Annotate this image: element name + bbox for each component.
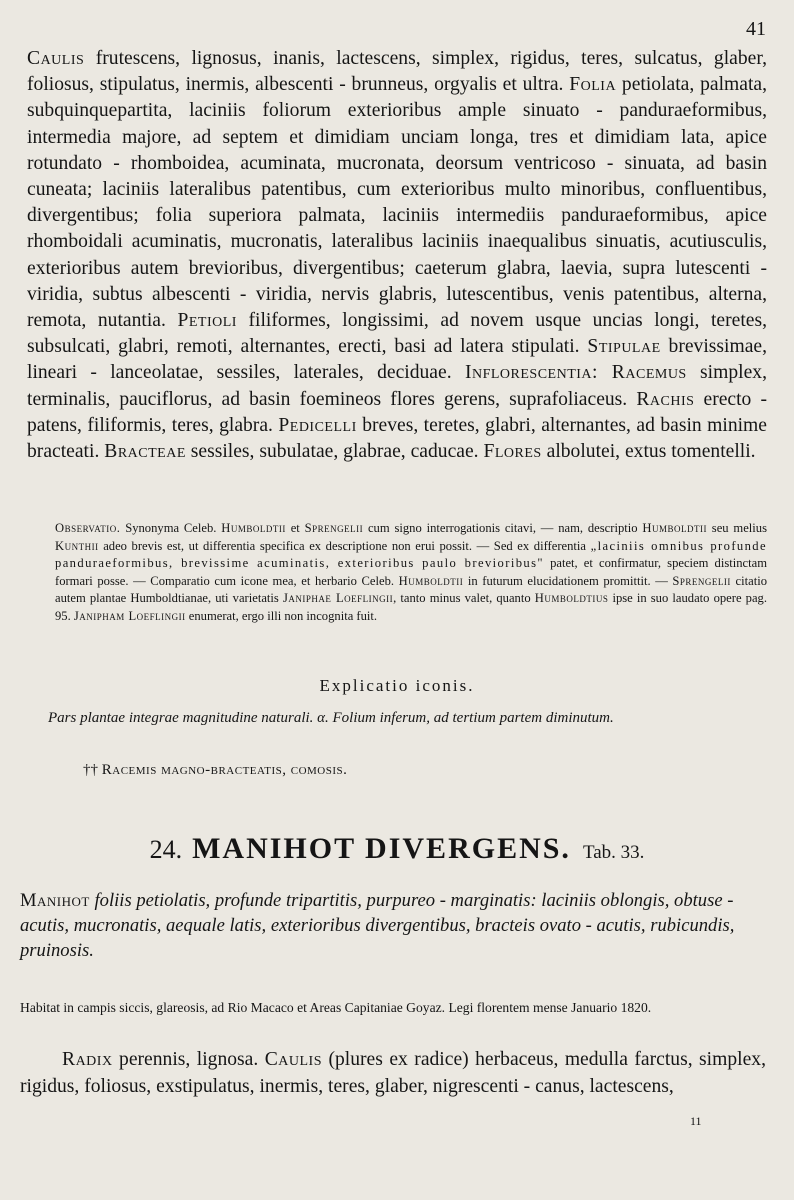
genus-name: Manihot (20, 890, 90, 911)
term-caulis: Caulis (27, 48, 85, 69)
petioli-description: filiformes, longissimi, ad novem usque uncias longi, teretes, subsulcati, glabri, remoti, alternantes, erecti, basi ad latera stipulati. (27, 310, 768, 358)
species-heading (0, 832, 794, 866)
term-caulis: Caulis (264, 1049, 323, 1070)
observatio-text: citatio autem plantae Humboldtianae, uti varietatis (55, 573, 767, 606)
author-name: Humboldtii (221, 521, 286, 535)
observatio-text: cum signo interrogationis citavi, — nam, descriptio (363, 521, 643, 535)
inflorescentia-description: simplex, terminalis, pauciflorus, ad basin foemineos flores gerens, suprafoliaceus. (27, 362, 767, 410)
signature-mark: 11 (690, 1114, 702, 1128)
observatio-quote: „laciniis omnibus profunde panduraeformibus, brevissime acuminatis, exterioribus paulo brevioribus" (55, 538, 767, 571)
stipulae-description: brevissimae, lineari - lanceolatae, sessiles, laterales, deciduae. (27, 336, 768, 384)
species-name: MANIHOT DIVERGENS. (192, 832, 571, 865)
term-pedicelli: Pedicelli (278, 414, 357, 436)
observatio-text: patet, et confirmatur, speciem distinctam formari posse. — Comparatio cum icone mea, et herbario Celeb. (55, 556, 767, 588)
page-number: 41 (746, 18, 766, 40)
observatio-text: in futurum elucidationem promittit. — (463, 573, 673, 588)
author-name: Sprengelii (672, 573, 731, 588)
diagnosis-text: foliis petiolatis, profunde tripartitis, purpureo - marginatis: laciniis oblongis, obtuse - acutis, mucronatis, aequale latis, exterioribus divergentibus, bracteis ovato - acutis, rubicundis, pruinosis. (20, 890, 735, 961)
term-inflorescentia: Inflorescentia: Racemus (464, 362, 687, 384)
rachis-description: erecto - patens, filiformis, teres, glabra. (27, 388, 767, 436)
species-reference: Janipham Loeflingii (73, 608, 186, 623)
term-bracteae: Bracteae (104, 441, 186, 463)
observatio-text: et (285, 521, 305, 535)
term-petioli: Petioli (177, 310, 237, 332)
observatio-label: Observatio. (55, 521, 121, 535)
radix-description: perennis, lignosa. (112, 1049, 265, 1070)
author-name: Kunthii (55, 538, 99, 553)
observatio-text: seu melius (706, 521, 767, 535)
species-number: 24. (149, 835, 183, 864)
author-name: Humboldtii (398, 573, 464, 588)
observatio-text: , tanto minus valet, quanto (393, 591, 535, 606)
author-name: Humboldtii (642, 521, 707, 535)
species-reference: Janiphae Loeflingii (282, 591, 394, 606)
term-rachis: Rachis (636, 388, 695, 410)
habitat-text: Habitat in campis siccis, glareosis, ad Rio Macaco et Areas Capitaniae Goyaz. Legi florentem mense Januario 1820. (20, 1000, 652, 1015)
author-name: Humboldtius (534, 591, 609, 606)
observatio-note (55, 520, 767, 626)
bracteae-description: sessiles, subulatae, glabrae, caducae. (185, 441, 484, 463)
term-flores: Flores (483, 441, 542, 463)
author-name: Sprengelii (304, 521, 364, 535)
plate-reference: Tab. 33. (582, 842, 645, 863)
pedicelli-description: breves, teretes, glabri, alternantes, ad basin minime bracteati. (27, 414, 767, 463)
caulis-description: (plures ex radice) herbaceus, medulla farctus, simplex, rigidus, foliosus, exstipulatus, inermis, teres, glaber, nigrescenti - canus, lactescens, (20, 1049, 766, 1097)
term-folia: Folia (569, 74, 617, 96)
double-dagger-mark: †† (83, 762, 98, 778)
flores-description: albolutei, extus tomentelli. (541, 441, 756, 463)
observatio-text: adeo brevis est, ut differentia specifica ex descriptione non erui possit. — Sed ex differentia (98, 538, 591, 553)
explicatio-heading: Explicatio iconis. (319, 676, 475, 695)
observatio-text: enumerat, ergo illi non incognita fuit. (185, 608, 378, 623)
explicatio-text: Pars plantae integrae magnitudine naturali. α. Folium inferum, ad tertium partem diminutum. (48, 710, 614, 726)
species-diagnosis (20, 888, 766, 963)
description-paragraph (27, 46, 767, 465)
term-radix: Radix (62, 1049, 113, 1070)
caulis-description: frutescens, lignosus, inanis, lactescens, simplex, rigidus, teres, sulcatus, glaber, foliosus, stipulatus, inermis, albescenti - brunneus, orgyalis et ultra. (27, 48, 767, 96)
radix-paragraph (20, 1046, 766, 1100)
observatio-text: ipse in suo laudato opere pag. 95. (55, 591, 767, 623)
observatio-text: Synonyma Celeb. (120, 521, 222, 535)
section-heading-racemis (83, 762, 347, 779)
section-heading-text: Racemis magno-bracteatis, comosis. (101, 762, 348, 778)
term-stipulae: Stipulae (587, 336, 661, 358)
folia-description: petiolata, palmata, subquinquepartita, laciniis foliorum exterioribus ample sinuato - panduraeformibus, intermedia majore, ad septem et dimidiam unciam longa, tres et dimidiam lata, apice rotundato - rhomboidea, acuminata, mucronata, deorsum ventricoso - sinuata, ad basin cuneata; laciniis lateralibus patentibus, cum exterioribus multo minoribus, confluentibus, divergentibus; folia superiora palmata, laciniis intermediis panduraeformibus, apice rhomboidali acuminatis, mucronatis, lateralibus laciniis inaequalibus sinuatis, acutiusculis, exterioribus autem brevioribus, divergentibus; caeterum glabra, laevia, supra lutescenti - viridia, subtus albescenti - viridia, nervis glabris, lutescentibus, venis patentibus, alterna, remota, nutantia. (27, 74, 767, 332)
